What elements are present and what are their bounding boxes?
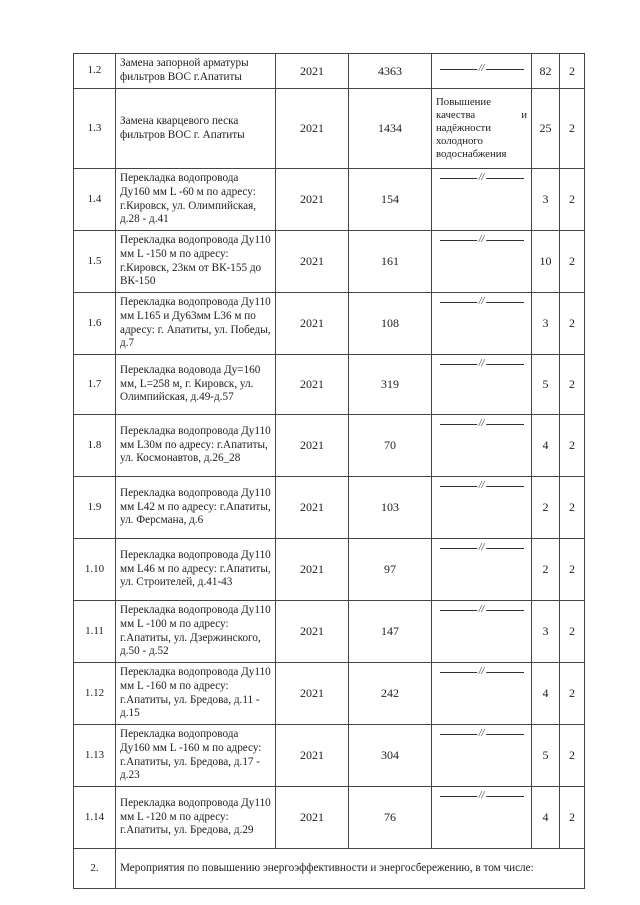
indicator-value: 2 [532,477,560,539]
indicator-value: 5 [532,725,560,787]
row-number: 1.10 [74,539,116,601]
ditto-mark [440,543,524,553]
indicator-value: 4 [532,787,560,849]
row-number: 1.8 [74,415,116,477]
table-row [74,725,585,787]
measure-goal-ditto [432,601,532,663]
measure-year: 2021 [276,231,349,293]
measure-goal-ditto [432,539,532,601]
measure-cost: 161 [349,231,432,293]
row-number: 1.11 [74,601,116,663]
measure-year: 2021 [276,89,349,169]
ditto-mark [440,235,524,245]
indicator-value: 10 [532,231,560,293]
table-row [74,231,585,293]
table-row [74,54,585,89]
measure-name: Перекладка водопровода Ду110 мм L -100 м по адресу: г.Апатиты, ул. Дзержинского, д.50 - д.52 [116,601,276,663]
measure-name: Перекладка водопровода Ду160 мм L -160 м по адресу: г.Апатиты, ул. Бредова, д.17 - д.23 [116,725,276,787]
indicator-value: 3 [532,169,560,231]
measure-goal-ditto [432,231,532,293]
table-row [74,355,585,415]
measure-cost: 4363 [349,54,432,89]
measure-goal-ditto [432,355,532,415]
row-number: 1.4 [74,169,116,231]
measure-goal-ditto [432,54,532,89]
section-number: 2. [74,849,116,889]
row-number: 1.9 [74,477,116,539]
measure-cost: 304 [349,725,432,787]
table-row [74,663,585,725]
indicator-class: 2 [560,415,585,477]
measure-year: 2021 [276,477,349,539]
ditto-mark [440,481,524,491]
measure-cost: 103 [349,477,432,539]
measure-year: 2021 [276,54,349,89]
indicator-class: 2 [560,787,585,849]
indicator-class: 2 [560,293,585,355]
goal-text: Повышение качества и надёжности холодного водоснабжения [436,95,527,161]
ditto-mark [440,359,524,369]
measure-year: 2021 [276,663,349,725]
measure-cost: 319 [349,355,432,415]
ditto-glyph: // [478,358,485,369]
ditto-mark [440,173,524,183]
ditto-glyph: // [478,234,485,245]
indicator-value: 3 [532,601,560,663]
measure-name: Перекладка водопровода Ду110 мм L30м по адресу: г.Апатиты, ул. Космонавтов, д.26_28 [116,415,276,477]
ditto-glyph: // [478,480,485,491]
ditto-mark [440,419,524,429]
measure-year: 2021 [276,601,349,663]
measure-cost: 147 [349,601,432,663]
table-row [74,477,585,539]
row-number: 1.3 [74,89,116,169]
measure-year: 2021 [276,355,349,415]
row-number: 1.14 [74,787,116,849]
measure-goal-ditto [432,415,532,477]
indicator-class: 2 [560,169,585,231]
table-row [74,787,585,849]
measure-goal [432,89,532,169]
row-number: 1.6 [74,293,116,355]
ditto-glyph: // [478,418,485,429]
indicator-class: 2 [560,231,585,293]
measure-name: Перекладка водопровода Ду110 мм L -150 м по адресу: г.Кировск, 23км от ВК-155 до ВК-150 [116,231,276,293]
indicator-class: 2 [560,725,585,787]
measure-goal-ditto [432,787,532,849]
measures-table [73,53,585,889]
measure-name: Перекладка водовода Ду=160 мм, L=258 м, г. Кировск, ул. Олимпийская, д.49-д.57 [116,355,276,415]
measure-name: Замена кварцевого песка фильтров ВОС г. Апатиты [116,89,276,169]
ditto-mark [440,297,524,307]
section-row [74,849,585,889]
measure-cost: 76 [349,787,432,849]
measure-year: 2021 [276,539,349,601]
row-number: 1.2 [74,54,116,89]
measure-cost: 242 [349,663,432,725]
measure-goal-ditto [432,293,532,355]
measure-goal-ditto [432,477,532,539]
ditto-mark [440,667,524,677]
indicator-class: 2 [560,355,585,415]
indicator-value: 4 [532,415,560,477]
indicator-class: 2 [560,89,585,169]
indicator-value: 82 [532,54,560,89]
measure-name: Перекладка водопровода Ду110 мм L165 и Ду63мм L36 м по адресу: г. Апатиты, ул. Победы, д.7 [116,293,276,355]
measure-cost: 154 [349,169,432,231]
section-title: Мероприятия по повышению энергоэффективности и энергосбережению, в том числе: [116,849,585,889]
measure-year: 2021 [276,169,349,231]
indicator-class: 2 [560,477,585,539]
table-row [74,293,585,355]
measure-name: Перекладка водопровода Ду110 мм L -120 м по адресу: г.Апатиты, ул. Бредова, д.29 [116,787,276,849]
ditto-mark [440,729,524,739]
measure-name: Перекладка водопровода Ду110 мм L -160 м по адресу: г.Апатиты, ул. Бредова, д.11 - д.15 [116,663,276,725]
measure-cost: 70 [349,415,432,477]
measure-name: Замена запорной арматуры фильтров ВОС г.Апатиты [116,54,276,89]
measure-year: 2021 [276,293,349,355]
ditto-mark [440,64,524,74]
ditto-glyph: // [478,666,485,677]
indicator-class: 2 [560,601,585,663]
row-number: 1.7 [74,355,116,415]
measure-goal-ditto [432,663,532,725]
measure-goal-ditto [432,725,532,787]
measure-cost: 1434 [349,89,432,169]
table-row [74,89,585,169]
indicator-value: 5 [532,355,560,415]
measure-year: 2021 [276,725,349,787]
row-number: 1.13 [74,725,116,787]
table-row [74,415,585,477]
row-number: 1.5 [74,231,116,293]
ditto-glyph: // [478,604,485,615]
row-number: 1.12 [74,663,116,725]
measure-goal-ditto [432,169,532,231]
ditto-glyph: // [478,790,485,801]
indicator-value: 4 [532,663,560,725]
ditto-mark [440,605,524,615]
measure-year: 2021 [276,415,349,477]
measure-name: Перекладка водопровода Ду110 мм L46 м по адресу: г.Апатиты, ул. Строителей, д.41-43 [116,539,276,601]
indicator-value: 2 [532,539,560,601]
measure-name: Перекладка водопровода Ду110 мм L42 м по адресу: г.Апатиты, ул. Ферсмана, д.6 [116,477,276,539]
indicator-class: 2 [560,539,585,601]
table-row [74,601,585,663]
measure-cost: 97 [349,539,432,601]
indicator-class: 2 [560,663,585,725]
ditto-glyph: // [478,542,485,553]
ditto-glyph: // [478,62,485,74]
indicator-value: 25 [532,89,560,169]
table-row [74,539,585,601]
indicator-class: 2 [560,54,585,89]
measure-name: Перекладка водопровода Ду160 мм L -60 м по адресу: г.Кировск, ул. Олимпийская, д.28 - д.41 [116,169,276,231]
indicator-value: 3 [532,293,560,355]
ditto-glyph: // [478,296,485,307]
ditto-glyph: // [478,728,485,739]
measure-year: 2021 [276,787,349,849]
table-row [74,169,585,231]
ditto-glyph: // [478,172,485,183]
measure-cost: 108 [349,293,432,355]
ditto-mark [440,791,524,801]
